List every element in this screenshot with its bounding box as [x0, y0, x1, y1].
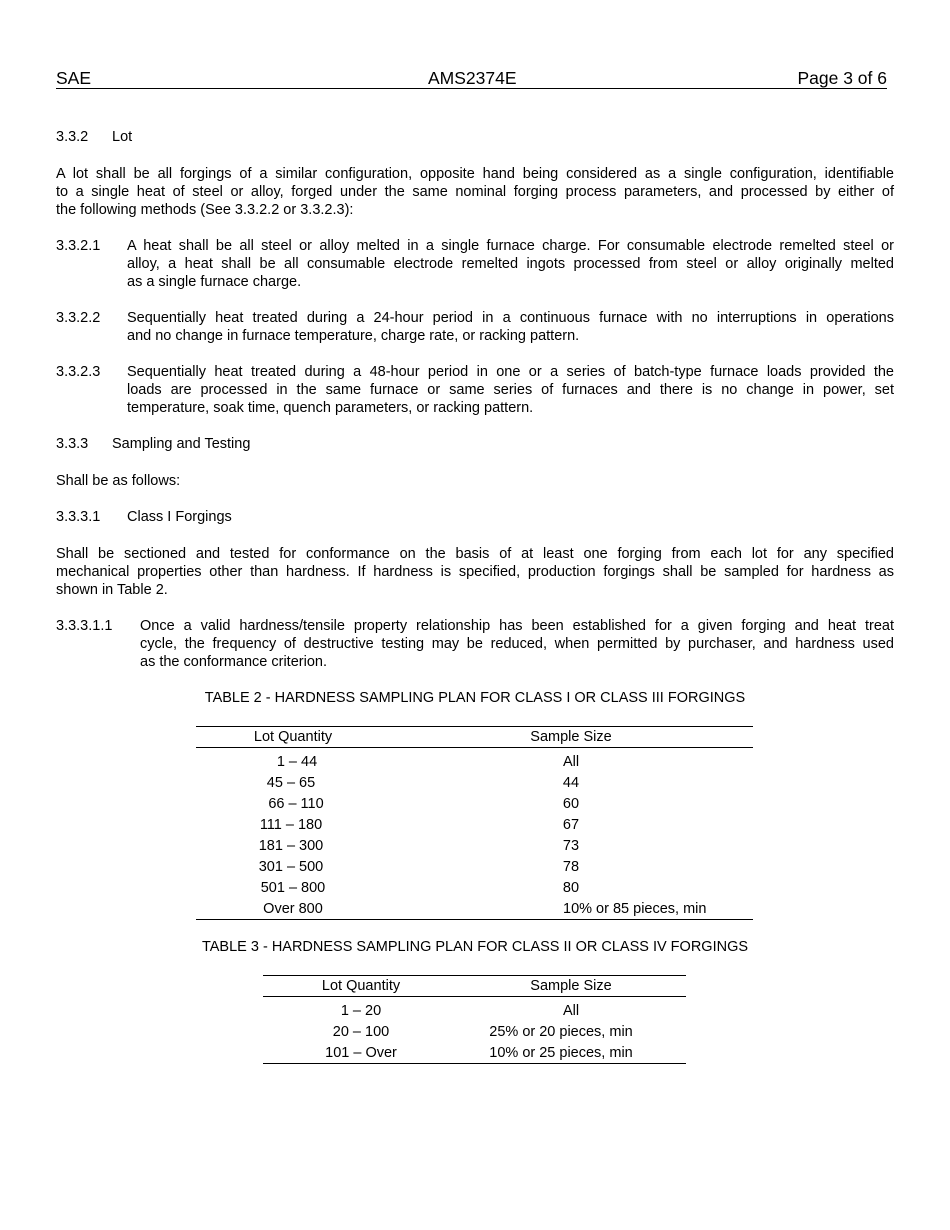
- header-page-number: Page 3 of 6: [797, 68, 887, 88]
- table-rule: [196, 919, 753, 920]
- text-line: A heat shall be all steel or alloy melted in a single furnace charge. For consumable electrode remelted steel or: [127, 238, 894, 254]
- section-number: 3.3.2: [56, 129, 89, 145]
- table-cell: 25% or 20 pieces, min: [489, 1024, 633, 1040]
- table-2-header-lot-quantity: Lot Quantity: [253, 729, 333, 745]
- table-rule: [263, 975, 686, 976]
- section-title: Class I Forgings: [127, 509, 232, 525]
- text-line: mechanical properties other than hardness. If hardness is specified, production forgings shall be sampled for hardness as: [56, 564, 894, 580]
- batch-furnace-paragraph: [127, 363, 894, 417]
- text-line: cycle, the frequency of destructive testing may be reduced, when permitted by purchaser, and hardness used: [140, 636, 894, 652]
- table-2-title: TABLE 2 - HARDNESS SAMPLING PLAN FOR CLASS I OR CLASS III FORGINGS: [204, 690, 746, 706]
- table-cell: 101 – Over: [325, 1045, 397, 1061]
- table-cell: 67: [562, 817, 580, 833]
- section-number: 3.3.2.3: [56, 364, 101, 380]
- section-number: 3.3.2.2: [56, 310, 101, 326]
- table-2-header-sample-size: Sample Size: [530, 729, 612, 745]
- text-line: Sequentially heat treated during a 24-hour period in a continuous furnace with no interruptions in operations: [127, 310, 894, 326]
- text-line: the following methods (See 3.3.2.2 or 3.3.2.3):: [56, 202, 354, 218]
- table-cell: 111 – 180: [259, 817, 323, 833]
- text-line: A lot shall be all forgings of a similar configuration, opposite hand being considered as a single configuration, identifiable: [56, 166, 894, 182]
- table-cell: 1 – 44: [276, 754, 318, 770]
- text-line: Shall be sectioned and tested for conformance on the basis of at least one forging from each lot for any specified: [56, 546, 894, 562]
- table-3-header-lot-quantity: Lot Quantity: [321, 978, 401, 994]
- table-cell: 78: [562, 859, 580, 875]
- table-cell: 45 – 65: [266, 775, 316, 791]
- table-cell: Over 800: [263, 901, 323, 917]
- section-number: 3.3.3.1.1: [56, 618, 113, 634]
- table-cell: 10% or 25 pieces, min: [489, 1045, 633, 1061]
- table-cell: 20 – 100: [332, 1024, 390, 1040]
- text-line: and no change in furnace temperature, charge rate, or racking pattern.: [127, 328, 580, 344]
- table-cell: 501 – 800: [260, 880, 326, 896]
- continuous-furnace-paragraph: [127, 309, 894, 345]
- hardness-relationship-paragraph: [140, 617, 894, 671]
- table-cell: All: [562, 1003, 580, 1019]
- table-cell: 66 – 110: [268, 796, 324, 812]
- table-3-header-sample-size: Sample Size: [530, 978, 612, 994]
- table-rule: [196, 726, 753, 727]
- table-rule: [196, 747, 753, 748]
- text-line: alloy, a heat shall be all consumable electrode remelted ingots processed from steel or alloy originally melted: [127, 256, 894, 272]
- header-org: SAE: [56, 68, 92, 88]
- table-rule: [263, 1063, 686, 1064]
- page-header: [56, 66, 887, 89]
- table-cell: 73: [562, 838, 580, 854]
- text-line: loads are processed in the same furnace or same series of furnaces and there is no change in power, set: [127, 382, 894, 398]
- table-cell: 60: [562, 796, 580, 812]
- header-doc-number: AMS2374E: [428, 68, 517, 88]
- text-line: Sequentially heat treated during a 48-hour period in one or a series of batch-type furnace loads provided the: [127, 364, 894, 380]
- table-3-title: TABLE 3 - HARDNESS SAMPLING PLAN FOR CLASS II OR CLASS IV FORGINGS: [201, 939, 749, 955]
- table-cell: 1 – 20: [340, 1003, 382, 1019]
- table-cell: 10% or 85 pieces, min: [563, 901, 707, 917]
- text-line: temperature, soak time, quench parameters, or racking pattern.: [127, 400, 534, 416]
- table-cell: 80: [562, 880, 580, 896]
- heat-paragraph: [127, 237, 894, 291]
- text-line: as a single furnace charge.: [127, 274, 302, 290]
- section-number: 3.3.3: [56, 436, 89, 452]
- sampling-intro: Shall be as follows:: [56, 473, 181, 489]
- class-i-paragraph: [56, 545, 894, 599]
- text-line: Once a valid hardness/tensile property relationship has been established for a given forging and heat treat: [140, 618, 894, 634]
- text-line: shown in Table 2.: [56, 582, 168, 598]
- section-title: Sampling and Testing: [112, 436, 251, 452]
- section-title: Lot: [112, 129, 133, 145]
- text-line: to a single heat of steel or alloy, forged under the same nominal forging process parameters, and processed by either of: [56, 184, 894, 200]
- table-rule: [263, 996, 686, 997]
- table-cell: All: [562, 754, 580, 770]
- section-number: 3.3.3.1: [56, 509, 101, 525]
- table-cell: 181 – 300: [258, 838, 324, 854]
- lot-paragraph: [56, 165, 894, 219]
- section-number: 3.3.2.1: [56, 238, 101, 254]
- table-cell: 44: [562, 775, 580, 791]
- text-line: as the conformance criterion.: [140, 654, 327, 670]
- table-cell: 301 – 500: [258, 859, 324, 875]
